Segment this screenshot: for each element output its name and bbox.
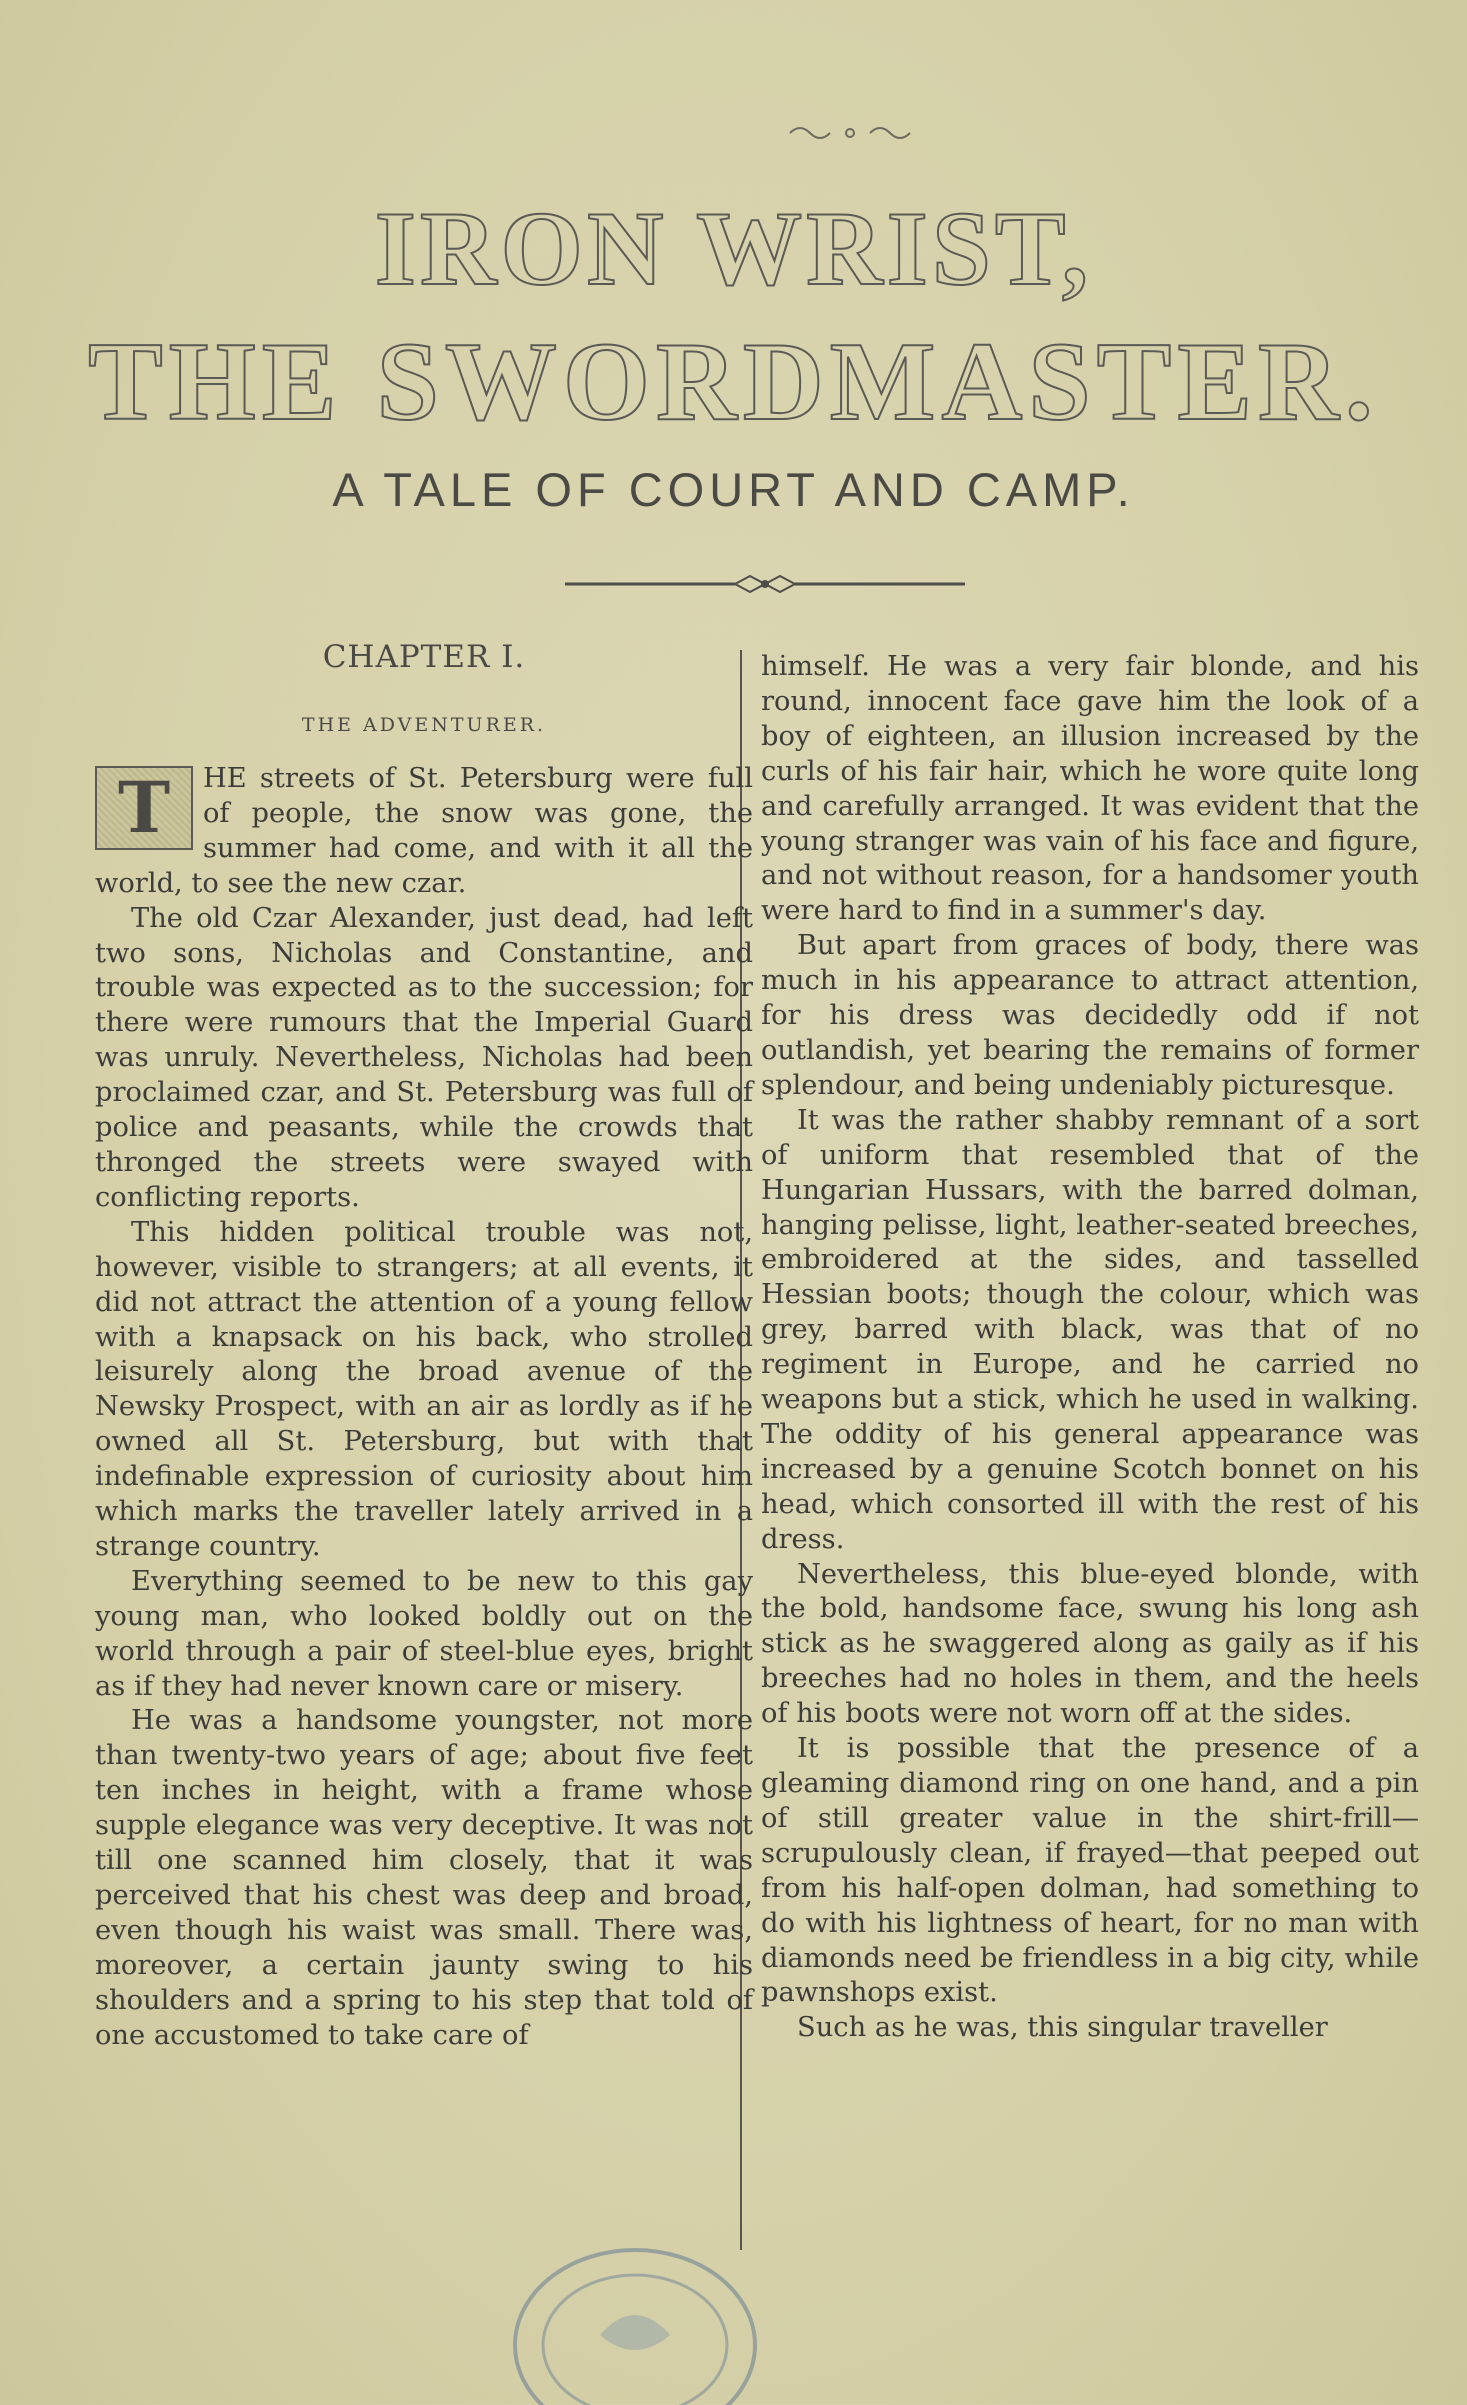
right-column xyxy=(761,650,1419,2046)
paragraph: He was a handsome youngster, not more than twenty-two years of age; about five feet ten inches in height, with a frame whose supple elegance was very deceptive. It was not till one scanned him closely, that it was perceived that his chest was deep and broad, even though his waist was small. There was, moreover, a certain jaunty swing to his shoulders and a spring to his step that told of one accustomed to take care of xyxy=(95,1705,753,2051)
chapter-title: THE ADVENTURER. xyxy=(301,714,547,736)
title-line-2: THE SWORDMASTER. xyxy=(88,320,1379,444)
title-line-1: IRON WRIST, xyxy=(374,190,1093,307)
subtitle: A TALE OF COURT AND CAMP. xyxy=(332,463,1135,516)
divider-ornament-icon xyxy=(565,570,965,598)
left-column xyxy=(95,640,753,2054)
paragraph: The old Czar Alexander, just dead, had left two sons, Nicholas and Constantine, and trouble was expected as to the succession; for there were rumours that the Imperial Guard was unruly. Nevertheless, Nicholas had been proclaimed czar, and St. Petersburg was full of police and peasants, while the crowds that thronged the streets were swayed with conflicting reports. xyxy=(95,902,753,1213)
paragraph: Such as he was, this singular traveller xyxy=(797,2012,1328,2044)
paragraph: Nevertheless, this blue-eyed blonde, with the bold, handsome face, swung his long ash stick as he swaggered along as gaily as if his breeches had no holes in them, and the heels of his boots were not worn off at the sides. xyxy=(761,1558,1419,1730)
paragraph: It was the rather shabby remnant of a sort of uniform that resembled that of the Hungarian Hussars, with the barred dolman, hanging pelisse, light, leather-seated breeches, embroidered at the sides, and tasselled Hessian boots; though the colour, which was grey, barred with black, was that of no regiment in Europe, and he carried no weapons but a stick, which he used in walking. The oddity of his general appearance was increased by a genuine Scotch bonnet on his head, which consorted ill with the rest of his dress. xyxy=(761,1104,1419,1555)
chapter-number: CHAPTER I. xyxy=(322,639,526,675)
paragraph: T HE streets of St. Petersburg were full of people, the snow was gone, the summer had come, and with it all the world, to see the new czar. xyxy=(95,763,753,899)
paragraph: This hidden political trouble was not, however, visible to strangers; at all events, it did not attract the attention of a young fellow with a knapsack on his back, who strolled leisurely along the broad avenue of the Newsky Prospect, with an air as lordly as if he owned all St. Petersburg, but with that indefinable expression of curiosity about him which marks the traveller lately arrived in a strange country. xyxy=(95,1216,753,1562)
drop-cap: T xyxy=(95,766,193,850)
library-stamp-icon xyxy=(505,2225,765,2405)
top-ornament-icon xyxy=(780,118,920,148)
paragraph: But apart from graces of body, there was much in his appearance to attract attention, for his dress was decidedly odd if not outlandish, yet bearing the remains of former splendour, and being undeniably picturesque. xyxy=(761,930,1419,1101)
paragraph: Everything seemed to be new to this gay young man, who looked boldly out on the world through a pair of steel-blue eyes, bright as if they had never known care or misery. xyxy=(95,1565,753,1702)
paragraph: himself. He was a very fair blonde, and his round, innocent face gave him the look of a boy of eighteen, an illusion increased by the curls of his fair hair, which he wore quite long and carefully arranged. It was evident that the young stranger was vain of his face and figure, and not without reason, for a handsomer youth were hard to find in a summer's day. xyxy=(761,651,1419,927)
paragraph: It is possible that the presence of a gleaming diamond ring on one hand, and a pin of still greater value in the shirt-frill—scrupulously clean, if frayed—that peeped out from his half-open dolman, had something to do with his lightness of heart, for no man with diamonds need be friendless in a big city, while pawnshops exist. xyxy=(761,1733,1419,2009)
